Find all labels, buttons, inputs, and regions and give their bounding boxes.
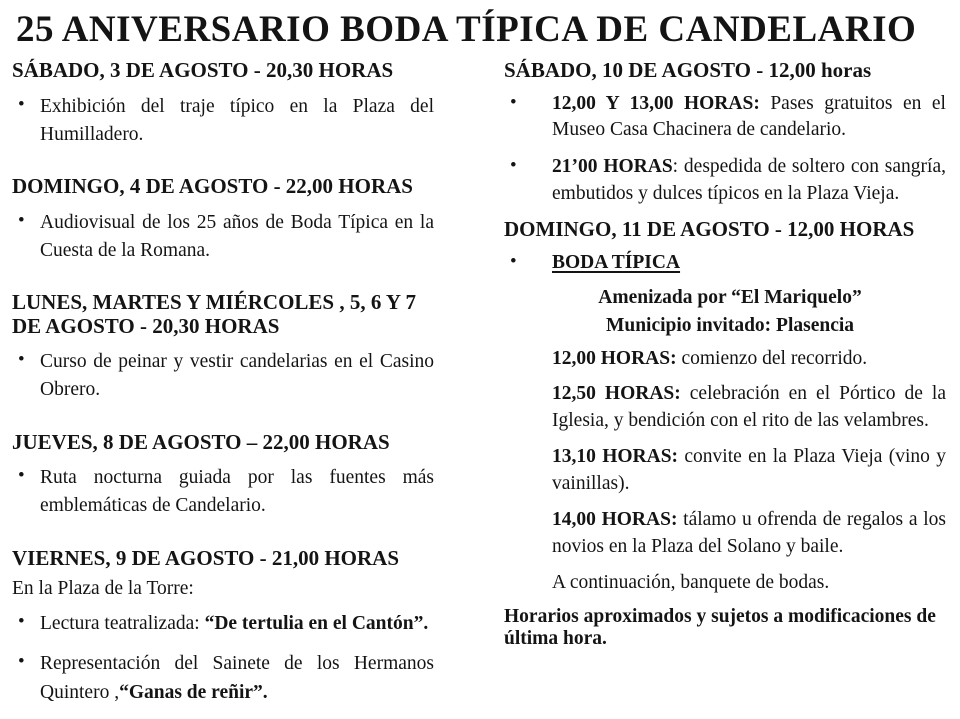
item-text-bold: “Ganas de reñir”. [119,681,268,703]
municipio-line: Municipio invitado: Plasencia [605,314,855,336]
schedule-entry [552,381,946,435]
bullet-icon [12,348,40,405]
schedule-time: 14,00 HORAS: [552,509,678,531]
list-item-text [552,91,946,145]
schedule-time: 12,00 HORAS: [552,347,677,369]
section-jueves-8-agosto [12,431,434,521]
section-heading: JUEVES, 8 DE AGOSTO – 22,00 HORAS [12,429,390,454]
schedule-text: tálamo u ofrenda de regalos a los novios en la Plaza del Solano y baile. [552,509,946,557]
list-item [12,348,434,405]
schedule-entry [552,346,946,373]
item-time-bold: 12,00 Y 13,00 HORAS: [552,92,760,114]
list-item-text: Ruta nocturna guiada por las fuentes más emblemáticas de Candelario. [40,467,434,517]
list-item-text: Curso de peinar y vestir candelarias en el Casino Obrero. [40,351,434,401]
item-time-bold: 21’00 HORAS [552,156,673,178]
bullet-icon [504,154,552,208]
list-item [12,93,434,150]
schedule-time: 13,10 HORAS: [552,446,679,468]
list-item [12,209,434,266]
section-heading: SÁBADO, 3 DE AGOSTO - 20,30 HORAS [12,58,394,82]
list-item-text [40,610,434,638]
page-title: 25 ANIVERSARIO BODA TÍPICA DE CANDELARIO [16,9,917,50]
schedule-entry [552,444,946,498]
bullet-icon [12,464,40,521]
schedule-text: convite en la Plaza Vieja (vino y vainillas). [552,446,947,495]
right-column [444,55,946,719]
section-heading: DOMINGO, 11 DE AGOSTO - 12,00 HORAS [504,217,915,242]
bullet-icon [12,610,40,638]
schedule-time: 12,50 HORAS: [552,383,681,405]
list-item-text [40,650,434,707]
section-viernes-9-agosto [12,547,434,707]
section-sabado-3-agosto [12,59,434,149]
item-text-bold: “De tertulia en el Cantón”. [204,613,429,635]
schedule-entry [552,507,946,561]
footer-note: Horarios aproximados y sujetos a modificaciones de última hora. [504,605,936,650]
item-text-normal: Lectura teatralizada: [40,613,205,635]
schedule-text: celebración en el Pórtico de la Iglesia, y bendición con el rito de las velambres. [552,383,946,432]
list-item-text [552,154,946,208]
bullet-icon [504,250,552,277]
section-lunes-martes-miercoles [12,291,434,405]
list-item [12,650,434,707]
list-item [12,610,434,638]
left-column [12,55,444,719]
bullet-icon [12,93,40,150]
section-intro: En la Plaza de la Torre: [12,578,194,600]
amenizada-line: Amenizada por “El Mariquelo” [598,286,862,308]
section-sabado-10-agosto [504,59,946,208]
bullet-icon [12,209,40,266]
item-text-normal: : despedida de soltero con sangría, embutidos y dulces típicos en la Plaza Vieja. [552,156,946,205]
list-item [504,91,946,145]
section-heading: DOMINGO, 4 DE AGOSTO - 22,00 HORAS [12,174,413,199]
schedule-text: comienzo del recorrido. [676,347,868,369]
list-item [12,464,434,521]
list-item-text [552,250,946,277]
bullet-icon [12,650,40,707]
section-heading: VIERNES, 9 DE AGOSTO - 21,00 HORAS [12,545,400,570]
section-heading: LUNES, MARTES Y MIÉRCOLES , 5, 6 Y 7 DE AGOSTO - 20,30 HORAS [12,290,416,338]
list-item-boda-tipica [504,250,946,277]
section-domingo-4-agosto [12,175,434,265]
section-domingo-11-agosto [504,218,946,597]
item-text-normal: Representación del Sainete de los Hermanos Quintero , [40,653,434,703]
item-text-normal: Pases gratuitos en el Museo Casa Chacinera de candelario. [552,92,946,141]
two-column-layout [12,55,946,719]
closing-line: A continuación, banquete de bodas. [552,571,830,593]
boda-tipica-label: BODA TÍPICA [552,251,681,273]
bullet-icon [504,91,552,145]
section-heading: SÁBADO, 10 DE AGOSTO - 12,00 horas [504,58,872,82]
list-item-text: Exhibición del traje típico en la Plaza del Humilladero. [40,95,434,145]
list-item-text: Audiovisual de los 25 años de Boda Típica en la Cuesta de la Romana. [40,211,434,261]
list-item [504,154,946,208]
